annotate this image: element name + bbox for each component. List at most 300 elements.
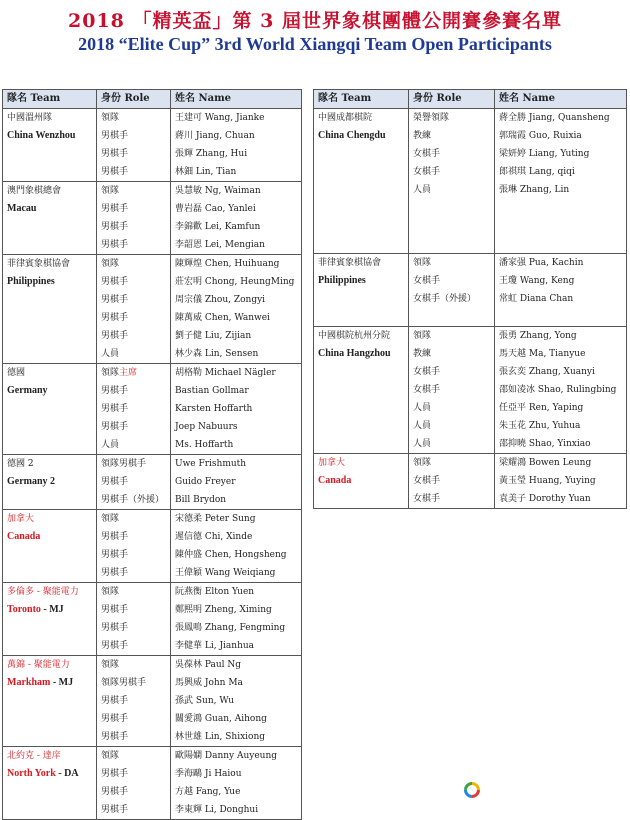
role-cell [409,127,495,145]
team-cell [314,290,409,308]
name-cell [171,236,302,255]
member-name: 潘家强 Pua, Kachin [499,258,584,268]
team-name-english: Germany 2 [7,476,56,487]
team-cell [314,199,409,217]
team-cell [3,382,97,400]
member-role: 男棋手 [101,313,129,323]
member-role: 人員 [413,439,432,449]
member-name: 張輝 Zhang, Hui [175,149,248,159]
table-row [3,491,302,510]
team-cell [314,417,409,435]
team-cell [3,218,97,236]
role-cell [97,564,171,583]
name-cell [495,109,627,128]
name-cell [171,436,302,455]
table-row [3,510,302,529]
team-name-english: North York [7,768,56,779]
team-cell [3,656,97,675]
name-cell [495,181,627,199]
team-name-english: Germany [7,385,48,396]
watermark-logo-icon [463,781,481,799]
name-cell [171,510,302,529]
member-role: 女棋手 [413,367,441,377]
team-cell [314,163,409,181]
member-name: 任亞平 Ren, Yaping [499,403,584,413]
role-cell [97,692,171,710]
member-name: 林少森 Lin, Sensen [175,349,259,359]
team-name-english: Macau [7,203,37,214]
member-role: 男棋手 [101,404,129,414]
member-role: 女棋手 [413,167,441,177]
member-role: 男棋手 [101,131,129,141]
team-cell [3,109,97,128]
team-cell [3,564,97,583]
table-row [3,236,302,255]
name-cell [171,218,302,236]
member-name: 馬興威 John Ma [175,678,243,688]
table-row [3,637,302,656]
name-cell [171,364,302,383]
member-role: 教練 [413,349,432,359]
team-cell [3,436,97,455]
team-cell [314,308,409,327]
name-cell [495,127,627,145]
member-role: 女棋手（外援） [413,294,477,304]
member-name: 邵如凌冰 Shao, Rulingbing [499,385,617,395]
role-cell [97,710,171,728]
role-cell [97,510,171,529]
table-row [3,145,302,163]
table-row [3,291,302,309]
role-cell [97,491,171,510]
table-row [3,200,302,218]
name-cell [171,583,302,602]
team-cell [3,418,97,436]
member-role: 領隊 [101,259,120,269]
team-name-english: China Wenzhou [7,130,76,141]
team-cell [314,381,409,399]
name-cell [171,109,302,128]
name-cell [171,455,302,474]
member-name: 李東輝 Li, Donghui [175,805,259,815]
member-name: 李健華 Li, Jianhua [175,641,255,651]
right-participants-table [313,89,627,509]
role-cell [97,528,171,546]
page-title-chinese: 2018 「精英盃」第 3 屆世界象棋團體公開賽參賽名單 [68,10,562,32]
member-name: 李韶恩 Lei, Mengian [175,240,265,250]
role-cell [409,145,495,163]
team-name-chinese: 菲律賓象棋協會 [318,258,382,268]
team-name-chinese: 菲律賓象棋協會 [7,259,71,269]
table-row [3,528,302,546]
table-row [3,546,302,564]
table-row [314,217,627,235]
member-role-note: 主席 [119,368,138,378]
member-role: 男棋手 [101,167,129,177]
member-role: 男棋手 [101,386,129,396]
name-cell [171,327,302,345]
table-row [3,436,302,455]
role-cell [97,747,171,766]
table-row [3,601,302,619]
team-name-english: China Hangzhou [318,348,391,359]
team-cell [3,728,97,747]
name-cell [495,435,627,454]
role-cell [97,619,171,637]
member-name: Ms. Hoffarth [175,440,234,450]
member-name: Bill Brydon [175,495,227,505]
member-name: 黃玉瑩 Huang, Yuying [499,476,596,486]
team-cell [3,400,97,418]
name-cell [171,291,302,309]
table-row [3,400,302,418]
role-cell [97,345,171,364]
table-row [314,199,627,217]
team-cell [314,235,409,254]
member-name: 劉子健 Liu, Zijian [175,331,252,341]
team-cell [3,473,97,491]
table-row [314,345,627,363]
team-cell [3,364,97,383]
team-cell [314,127,409,145]
team-name-chinese: 加拿大 [318,458,346,468]
member-role: 領隊 [413,258,432,268]
member-name: 周宗儀 Zhou, Zongyi [175,295,266,305]
name-cell [171,601,302,619]
role-cell [97,127,171,145]
table-row [314,417,627,435]
member-name: 朱玉花 Zhu, Yuhua [499,421,581,431]
table-header-row [314,90,627,109]
table-row [314,490,627,509]
team-cell [3,491,97,510]
table-row [3,747,302,766]
role-cell [97,418,171,436]
team-cell [314,109,409,128]
role-cell [409,381,495,399]
member-role: 男棋手 [101,222,129,232]
team-cell [3,309,97,327]
name-cell [171,783,302,801]
role-cell [97,291,171,309]
member-role: 男棋手 [101,331,129,341]
header-role: 身份 Role [97,90,171,109]
role-cell [97,546,171,564]
role-cell [409,109,495,128]
role-cell [97,400,171,418]
team-cell [3,145,97,163]
team-cell [314,254,409,273]
member-name: 王瓊 Wang, Keng [499,276,575,286]
table-row [314,472,627,490]
role-cell [409,272,495,290]
team-cell [3,674,97,692]
member-role: 女棋手 [413,494,441,504]
member-role: 男棋手 [101,769,129,779]
right-table-body [314,109,627,509]
role-cell [409,490,495,509]
team-cell [314,181,409,199]
member-name: 郎祺琪 Lang, qiqi [499,167,575,177]
name-cell [171,273,302,291]
name-cell [171,418,302,436]
member-role: 男棋手 [101,787,129,797]
name-cell [171,728,302,747]
member-role: 女棋手 [413,385,441,395]
member-name: 吳葆林 Paul Ng [175,660,242,670]
table-row [3,345,302,364]
role-cell [409,235,495,254]
member-name: 林鈿 Lin, Tian [175,167,237,177]
table-row [314,272,627,290]
member-role: 男棋手（外援） [101,495,165,505]
team-cell [314,272,409,290]
team-name-chinese: 德國 [7,368,26,378]
role-cell [97,656,171,675]
name-cell [495,217,627,235]
role-cell [97,109,171,128]
name-cell [171,710,302,728]
table-row [314,327,627,346]
member-name: 王偉穎 Wang Weiqiang [175,568,276,578]
role-cell [97,255,171,274]
role-cell [97,273,171,291]
team-cell [3,182,97,201]
member-name: 郭瑞霞 Guo, Ruixia [499,131,582,141]
member-role: 人員 [101,440,120,450]
table-row [314,454,627,473]
name-cell [495,145,627,163]
table-row [3,564,302,583]
table-row [3,163,302,182]
member-name: 梁耀鴻 Bowen Leung [499,458,592,468]
member-name: 曹岩磊 Cao, Yanlei [175,204,256,214]
member-role: 男棋手 [101,732,129,742]
team-cell [314,345,409,363]
team-cell [3,546,97,564]
team-cell [314,327,409,346]
member-name: 歐陽嫻 Danny Auyeung [175,751,278,761]
team-cell [3,692,97,710]
member-role: 領隊 [101,113,120,123]
team-cell [3,528,97,546]
member-role: 領隊男棋手 [101,678,147,688]
name-cell [171,528,302,546]
team-cell [314,217,409,235]
member-name: 鄭熙明 Zheng, Ximing [175,605,272,615]
team-cell [314,490,409,509]
team-name-english: Philippines [7,276,55,287]
role-cell [409,454,495,473]
role-cell [97,163,171,182]
table-row [3,656,302,675]
member-name: 關愛鴻 Guan, Aihong [175,714,267,724]
table-row [3,473,302,491]
name-cell [171,674,302,692]
member-role: 男棋手 [101,641,129,651]
table-row [3,309,302,327]
name-cell [171,400,302,418]
header-name: 姓名 Name [495,90,627,109]
role-cell [409,254,495,273]
name-cell [171,382,302,400]
team-cell [314,399,409,417]
team-cell [3,273,97,291]
role-cell [97,765,171,783]
table-row [314,109,627,128]
table-row [314,163,627,181]
member-role: 領隊 [101,186,120,196]
team-name-chinese: 多倫多 - 聚能電力 [7,587,79,597]
table-row [3,218,302,236]
member-role: 人員 [413,421,432,431]
team-cell [3,200,97,218]
member-role: 男棋手 [101,149,129,159]
member-name: 陳仲盛 Chen, Hongsheng [175,550,287,560]
team-cell [3,255,97,274]
table-row [314,254,627,273]
table-row [3,127,302,145]
team-cell [3,327,97,345]
team-name-chinese: 澳門象棋總會 [7,186,62,196]
member-name: 莊宏明 Chong, HeungMing [175,277,295,287]
team-name-english: Toronto [7,604,41,615]
member-role: 教練 [413,131,432,141]
team-name-chinese: 德國 2 [7,459,34,469]
team-cell [314,454,409,473]
role-cell [409,417,495,435]
table-row [3,455,302,474]
header-role: 身份 Role [409,90,495,109]
member-name: 梁妍婷 Liang, Yuting [499,149,590,159]
role-cell [97,364,171,383]
member-role: 領隊 [101,368,120,378]
member-name: Karsten Hoffarth [175,404,253,414]
team-name-suffix: - MJ [50,677,74,688]
name-cell [171,473,302,491]
name-cell [495,472,627,490]
role-cell [409,217,495,235]
member-name: 陳萬威 Chen, Wanwei [175,313,270,323]
table-row [3,327,302,345]
name-cell [171,564,302,583]
team-name-suffix: - MJ [40,604,64,615]
team-cell [3,291,97,309]
table-row [3,382,302,400]
member-name: Bastian Gollmar [175,386,249,396]
member-role: 男棋手 [101,714,129,724]
table-row [3,109,302,128]
member-name: 宋德柔 Peter Sung [175,514,256,524]
name-cell [495,490,627,509]
team-cell [3,637,97,656]
name-cell [495,381,627,399]
header-team: 隊名 Team [3,90,97,109]
table-row [3,583,302,602]
table-row [3,182,302,201]
team-name-english: Philippines [318,275,366,286]
role-cell [97,783,171,801]
member-role: 男棋手 [101,277,129,287]
role-cell [409,345,495,363]
name-cell [171,163,302,182]
member-name: 張琳 Zhang, Lin [499,185,570,195]
name-cell [495,417,627,435]
team-cell [314,145,409,163]
member-role: 男棋手 [101,568,129,578]
role-cell [97,218,171,236]
left-table-body [3,109,302,820]
table-row [3,674,302,692]
role-cell [97,601,171,619]
role-cell [97,145,171,163]
member-name: 孫武 Sun, Wu [175,696,235,706]
table-row [314,290,627,308]
role-cell [409,327,495,346]
member-name: 常虹 Diana Chan [499,294,574,304]
name-cell [495,308,627,327]
name-cell [171,145,302,163]
member-role: 人員 [413,185,432,195]
role-cell [409,308,495,327]
team-cell [3,747,97,766]
name-cell [495,327,627,346]
team-cell [3,765,97,783]
role-cell [97,382,171,400]
name-cell [495,363,627,381]
member-role: 男棋手 [101,605,129,615]
table-header-row [3,90,302,109]
header-team: 隊名 Team [314,90,409,109]
role-cell [97,637,171,656]
name-cell [171,345,302,364]
name-cell [495,235,627,254]
table-row [3,728,302,747]
role-cell [97,182,171,201]
member-role: 男棋手 [101,295,129,305]
member-role: 男棋手 [101,696,129,706]
team-cell [3,127,97,145]
member-role: 領隊 [101,751,120,761]
member-role: 女棋手 [413,149,441,159]
team-name-english: China Chengdu [318,130,386,141]
team-name-chinese: 萬錦 - 聚能電力 [7,660,70,670]
member-role: 領隊 [101,660,120,670]
member-role: 男棋手 [101,805,129,815]
name-cell [171,765,302,783]
name-cell [171,491,302,510]
table-row [3,783,302,801]
role-cell [97,674,171,692]
table-row [3,364,302,383]
member-role: 女棋手 [413,476,441,486]
table-row [3,418,302,436]
team-cell [3,236,97,255]
team-cell [3,783,97,801]
table-row [314,435,627,454]
table-row [314,399,627,417]
name-cell [171,182,302,201]
role-cell [409,199,495,217]
team-name-english: Canada [318,475,352,486]
name-cell [495,345,627,363]
team-cell [314,435,409,454]
role-cell [409,290,495,308]
member-name: 吳慧敏 Ng, Waiman [175,186,261,196]
member-role: 人員 [101,349,120,359]
member-role: 男棋手 [101,477,129,487]
member-role: 領隊 [413,458,432,468]
